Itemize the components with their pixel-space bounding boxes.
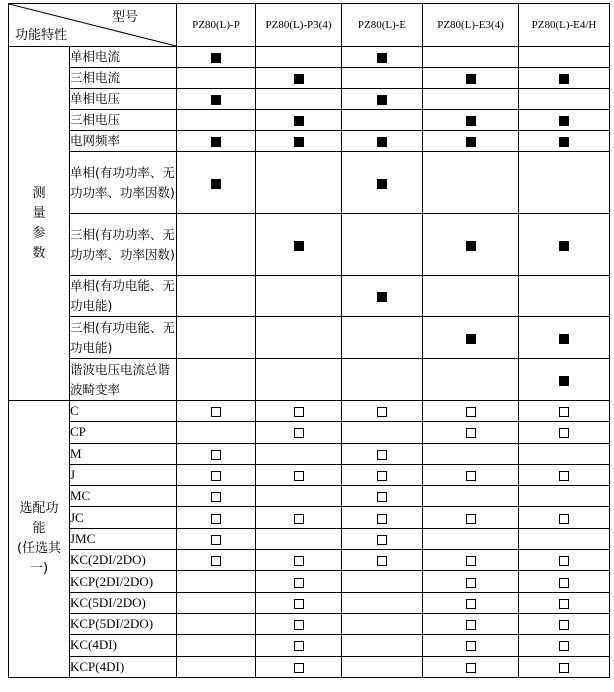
support-cell (519, 507, 610, 528)
support-cell (519, 528, 610, 549)
filled-square-icon (294, 241, 304, 251)
table-row (9, 507, 610, 528)
support-cell (342, 89, 423, 110)
support-cell (423, 317, 519, 359)
feature-name: KCP(5DI/2DO) (70, 613, 177, 634)
empty-square-icon (294, 407, 304, 417)
support-cell (519, 571, 610, 592)
feature-name: 单相电压 (70, 89, 177, 110)
empty-square-icon (294, 641, 304, 651)
support-cell (519, 276, 610, 317)
support-cell (256, 131, 342, 152)
support-cell (256, 571, 342, 592)
empty-square-icon (559, 578, 569, 588)
support-cell (423, 656, 519, 677)
support-cell (177, 214, 256, 276)
support-cell (256, 528, 342, 549)
table-row (9, 550, 610, 571)
support-cell (177, 507, 256, 528)
support-cell (342, 592, 423, 613)
feature-name: KC(2DI/2DO) (70, 550, 177, 571)
support-cell (256, 613, 342, 634)
feature-name: 三相电流 (70, 68, 177, 89)
table-row (9, 152, 610, 214)
support-cell (423, 68, 519, 89)
support-cell (342, 276, 423, 317)
model-axis-label: 型号 (111, 10, 138, 25)
empty-square-icon (559, 407, 569, 417)
empty-square-icon (294, 599, 304, 609)
support-cell (256, 486, 342, 507)
diagonal-header-cell (9, 4, 177, 47)
feature-name: 三相(有功功率、无功功率、功率因数) (70, 214, 177, 276)
feature-name: J (70, 464, 177, 485)
support-cell (423, 528, 519, 549)
header-row (9, 4, 610, 47)
support-cell (177, 443, 256, 464)
group-label: 测 量 参 数 (32, 185, 46, 261)
empty-square-icon (294, 556, 304, 566)
support-cell (423, 359, 519, 401)
support-cell (519, 47, 610, 68)
support-cell (177, 528, 256, 549)
empty-square-icon (211, 556, 221, 566)
support-cell (519, 131, 610, 152)
empty-square-icon (211, 450, 221, 460)
feature-name: 谐波电压电流总谐波畸变率 (70, 359, 177, 401)
empty-square-icon (377, 471, 387, 481)
table-row (9, 317, 610, 359)
empty-square-icon (294, 620, 304, 630)
filled-square-icon (294, 116, 304, 126)
support-cell (519, 317, 610, 359)
empty-square-icon (466, 407, 476, 417)
feature-name: M (70, 443, 177, 464)
support-cell (519, 656, 610, 677)
support-cell (423, 571, 519, 592)
support-cell (519, 635, 610, 656)
support-cell (177, 359, 256, 401)
support-cell (256, 443, 342, 464)
support-cell (519, 68, 610, 89)
empty-square-icon (559, 556, 569, 566)
empty-square-icon (294, 471, 304, 481)
support-cell (342, 68, 423, 89)
filled-square-icon (466, 334, 476, 344)
support-cell (423, 486, 519, 507)
support-cell (342, 401, 423, 422)
support-cell (177, 635, 256, 656)
empty-square-icon (377, 556, 387, 566)
support-cell (177, 317, 256, 359)
spec-body (9, 47, 610, 678)
support-cell (342, 47, 423, 68)
feature-name: KC(5DI/2DO) (70, 592, 177, 613)
filled-square-icon (211, 137, 221, 147)
filled-square-icon (559, 116, 569, 126)
model-header: PZ80(L)-E4/H (519, 4, 610, 47)
table-row (9, 528, 610, 549)
support-cell (423, 592, 519, 613)
feature-name: MC (70, 486, 177, 507)
support-cell (256, 422, 342, 443)
empty-square-icon (559, 471, 569, 481)
support-cell (423, 401, 519, 422)
support-cell (342, 656, 423, 677)
support-cell (342, 635, 423, 656)
table-row (9, 656, 610, 677)
empty-square-icon (559, 663, 569, 673)
feature-name: 单相电流 (70, 47, 177, 68)
group-label-cell (9, 401, 70, 678)
support-cell (342, 528, 423, 549)
model-header: PZ80(L)-P (177, 4, 256, 47)
spec-table (8, 3, 610, 678)
table-row (9, 276, 610, 317)
feature-name: 三相(有功电能、无功电能) (70, 317, 177, 359)
support-cell (423, 214, 519, 276)
table-row (9, 89, 610, 110)
table-row (9, 359, 610, 401)
table-row (9, 613, 610, 634)
filled-square-icon (559, 376, 569, 386)
group-label-cell (9, 47, 70, 401)
table-row (9, 486, 610, 507)
feature-name: CP (70, 422, 177, 443)
group-label: 选配功 能 (任选其 一) (16, 500, 62, 576)
support-cell (256, 152, 342, 214)
support-cell (177, 68, 256, 89)
support-cell (519, 464, 610, 485)
filled-square-icon (559, 334, 569, 344)
empty-square-icon (211, 514, 221, 524)
table-row (9, 464, 610, 485)
filled-square-icon (211, 95, 221, 105)
empty-square-icon (466, 663, 476, 673)
support-cell (177, 110, 256, 131)
support-cell (423, 443, 519, 464)
empty-square-icon (559, 428, 569, 438)
support-cell (342, 507, 423, 528)
feature-axis-label: 功能特性 (15, 28, 68, 43)
empty-square-icon (466, 599, 476, 609)
support-cell (177, 486, 256, 507)
filled-square-icon (377, 53, 387, 63)
filled-square-icon (559, 137, 569, 147)
table-row (9, 592, 610, 613)
support-cell (342, 486, 423, 507)
empty-square-icon (294, 428, 304, 438)
support-cell (519, 214, 610, 276)
support-cell (342, 359, 423, 401)
support-cell (423, 47, 519, 68)
empty-square-icon (377, 492, 387, 502)
support-cell (342, 464, 423, 485)
support-cell (519, 401, 610, 422)
filled-square-icon (466, 74, 476, 84)
support-cell (423, 131, 519, 152)
support-cell (177, 571, 256, 592)
support-cell (342, 422, 423, 443)
support-cell (423, 635, 519, 656)
empty-square-icon (377, 535, 387, 545)
feature-name: 三相电压 (70, 110, 177, 131)
model-header: PZ80(L)-E (342, 4, 423, 47)
support-cell (177, 131, 256, 152)
empty-square-icon (377, 407, 387, 417)
table-row (9, 110, 610, 131)
feature-name: JMC (70, 528, 177, 549)
feature-name: KCP(2DI/2DO) (70, 571, 177, 592)
support-cell (423, 110, 519, 131)
support-cell (519, 422, 610, 443)
empty-square-icon (466, 578, 476, 588)
support-cell (342, 110, 423, 131)
filled-square-icon (294, 74, 304, 84)
support-cell (519, 89, 610, 110)
table-row (9, 401, 610, 422)
support-cell (177, 656, 256, 677)
support-cell (519, 359, 610, 401)
empty-square-icon (466, 428, 476, 438)
feature-name: JC (70, 507, 177, 528)
support-cell (256, 110, 342, 131)
empty-square-icon (466, 641, 476, 651)
support-cell (177, 276, 256, 317)
empty-square-icon (466, 556, 476, 566)
empty-square-icon (466, 471, 476, 481)
filled-square-icon (211, 179, 221, 189)
support-cell (342, 550, 423, 571)
support-cell (342, 443, 423, 464)
support-cell (256, 214, 342, 276)
empty-square-icon (559, 641, 569, 651)
support-cell (423, 507, 519, 528)
feature-name: KCP(4DI) (70, 656, 177, 677)
table-row (9, 68, 610, 89)
support-cell (519, 152, 610, 214)
filled-square-icon (294, 137, 304, 147)
empty-square-icon (559, 620, 569, 630)
table-row (9, 131, 610, 152)
support-cell (256, 89, 342, 110)
support-cell (519, 486, 610, 507)
support-cell (177, 592, 256, 613)
support-cell (519, 613, 610, 634)
support-cell (177, 422, 256, 443)
empty-square-icon (466, 620, 476, 630)
support-cell (342, 613, 423, 634)
filled-square-icon (377, 137, 387, 147)
empty-square-icon (294, 514, 304, 524)
support-cell (177, 464, 256, 485)
empty-square-icon (559, 599, 569, 609)
support-cell (342, 131, 423, 152)
support-cell (177, 613, 256, 634)
feature-name: C (70, 401, 177, 422)
empty-square-icon (211, 407, 221, 417)
support-cell (256, 47, 342, 68)
support-cell (256, 635, 342, 656)
support-cell (256, 359, 342, 401)
empty-square-icon (211, 535, 221, 545)
filled-square-icon (377, 95, 387, 105)
filled-square-icon (559, 74, 569, 84)
empty-square-icon (294, 578, 304, 588)
feature-name: KC(4DI) (70, 635, 177, 656)
support-cell (342, 571, 423, 592)
support-cell (423, 152, 519, 214)
support-cell (423, 550, 519, 571)
feature-name: 单相(有功功率、无功功率、功率因数) (70, 152, 177, 214)
support-cell (342, 152, 423, 214)
filled-square-icon (377, 292, 387, 302)
filled-square-icon (466, 241, 476, 251)
table-row (9, 443, 610, 464)
support-cell (519, 443, 610, 464)
feature-name: 单相(有功电能、无功电能) (70, 276, 177, 317)
support-cell (342, 214, 423, 276)
empty-square-icon (559, 514, 569, 524)
filled-square-icon (377, 179, 387, 189)
empty-square-icon (466, 514, 476, 524)
support-cell (177, 401, 256, 422)
model-header: PZ80(L)-E3(4) (423, 4, 519, 47)
support-cell (256, 550, 342, 571)
empty-square-icon (211, 471, 221, 481)
filled-square-icon (559, 241, 569, 251)
support-cell (519, 550, 610, 571)
support-cell (177, 550, 256, 571)
support-cell (177, 89, 256, 110)
support-cell (256, 464, 342, 485)
support-cell (423, 464, 519, 485)
support-cell (519, 110, 610, 131)
table-row (9, 422, 610, 443)
support-cell (342, 317, 423, 359)
empty-square-icon (377, 450, 387, 460)
support-cell (423, 89, 519, 110)
filled-square-icon (466, 137, 476, 147)
filled-square-icon (466, 116, 476, 126)
model-header: PZ80(L)-P3(4) (256, 4, 342, 47)
empty-square-icon (377, 514, 387, 524)
support-cell (519, 592, 610, 613)
table-row (9, 571, 610, 592)
support-cell (423, 276, 519, 317)
support-cell (256, 276, 342, 317)
table-row (9, 635, 610, 656)
support-cell (177, 47, 256, 68)
empty-square-icon (294, 663, 304, 673)
support-cell (423, 613, 519, 634)
table-row (9, 214, 610, 276)
support-cell (423, 422, 519, 443)
empty-square-icon (211, 492, 221, 502)
feature-name: 电网频率 (70, 131, 177, 152)
support-cell (256, 656, 342, 677)
support-cell (256, 592, 342, 613)
filled-square-icon (211, 53, 221, 63)
support-cell (256, 401, 342, 422)
support-cell (256, 317, 342, 359)
support-cell (177, 152, 256, 214)
table-row (9, 47, 610, 68)
support-cell (256, 68, 342, 89)
support-cell (256, 507, 342, 528)
